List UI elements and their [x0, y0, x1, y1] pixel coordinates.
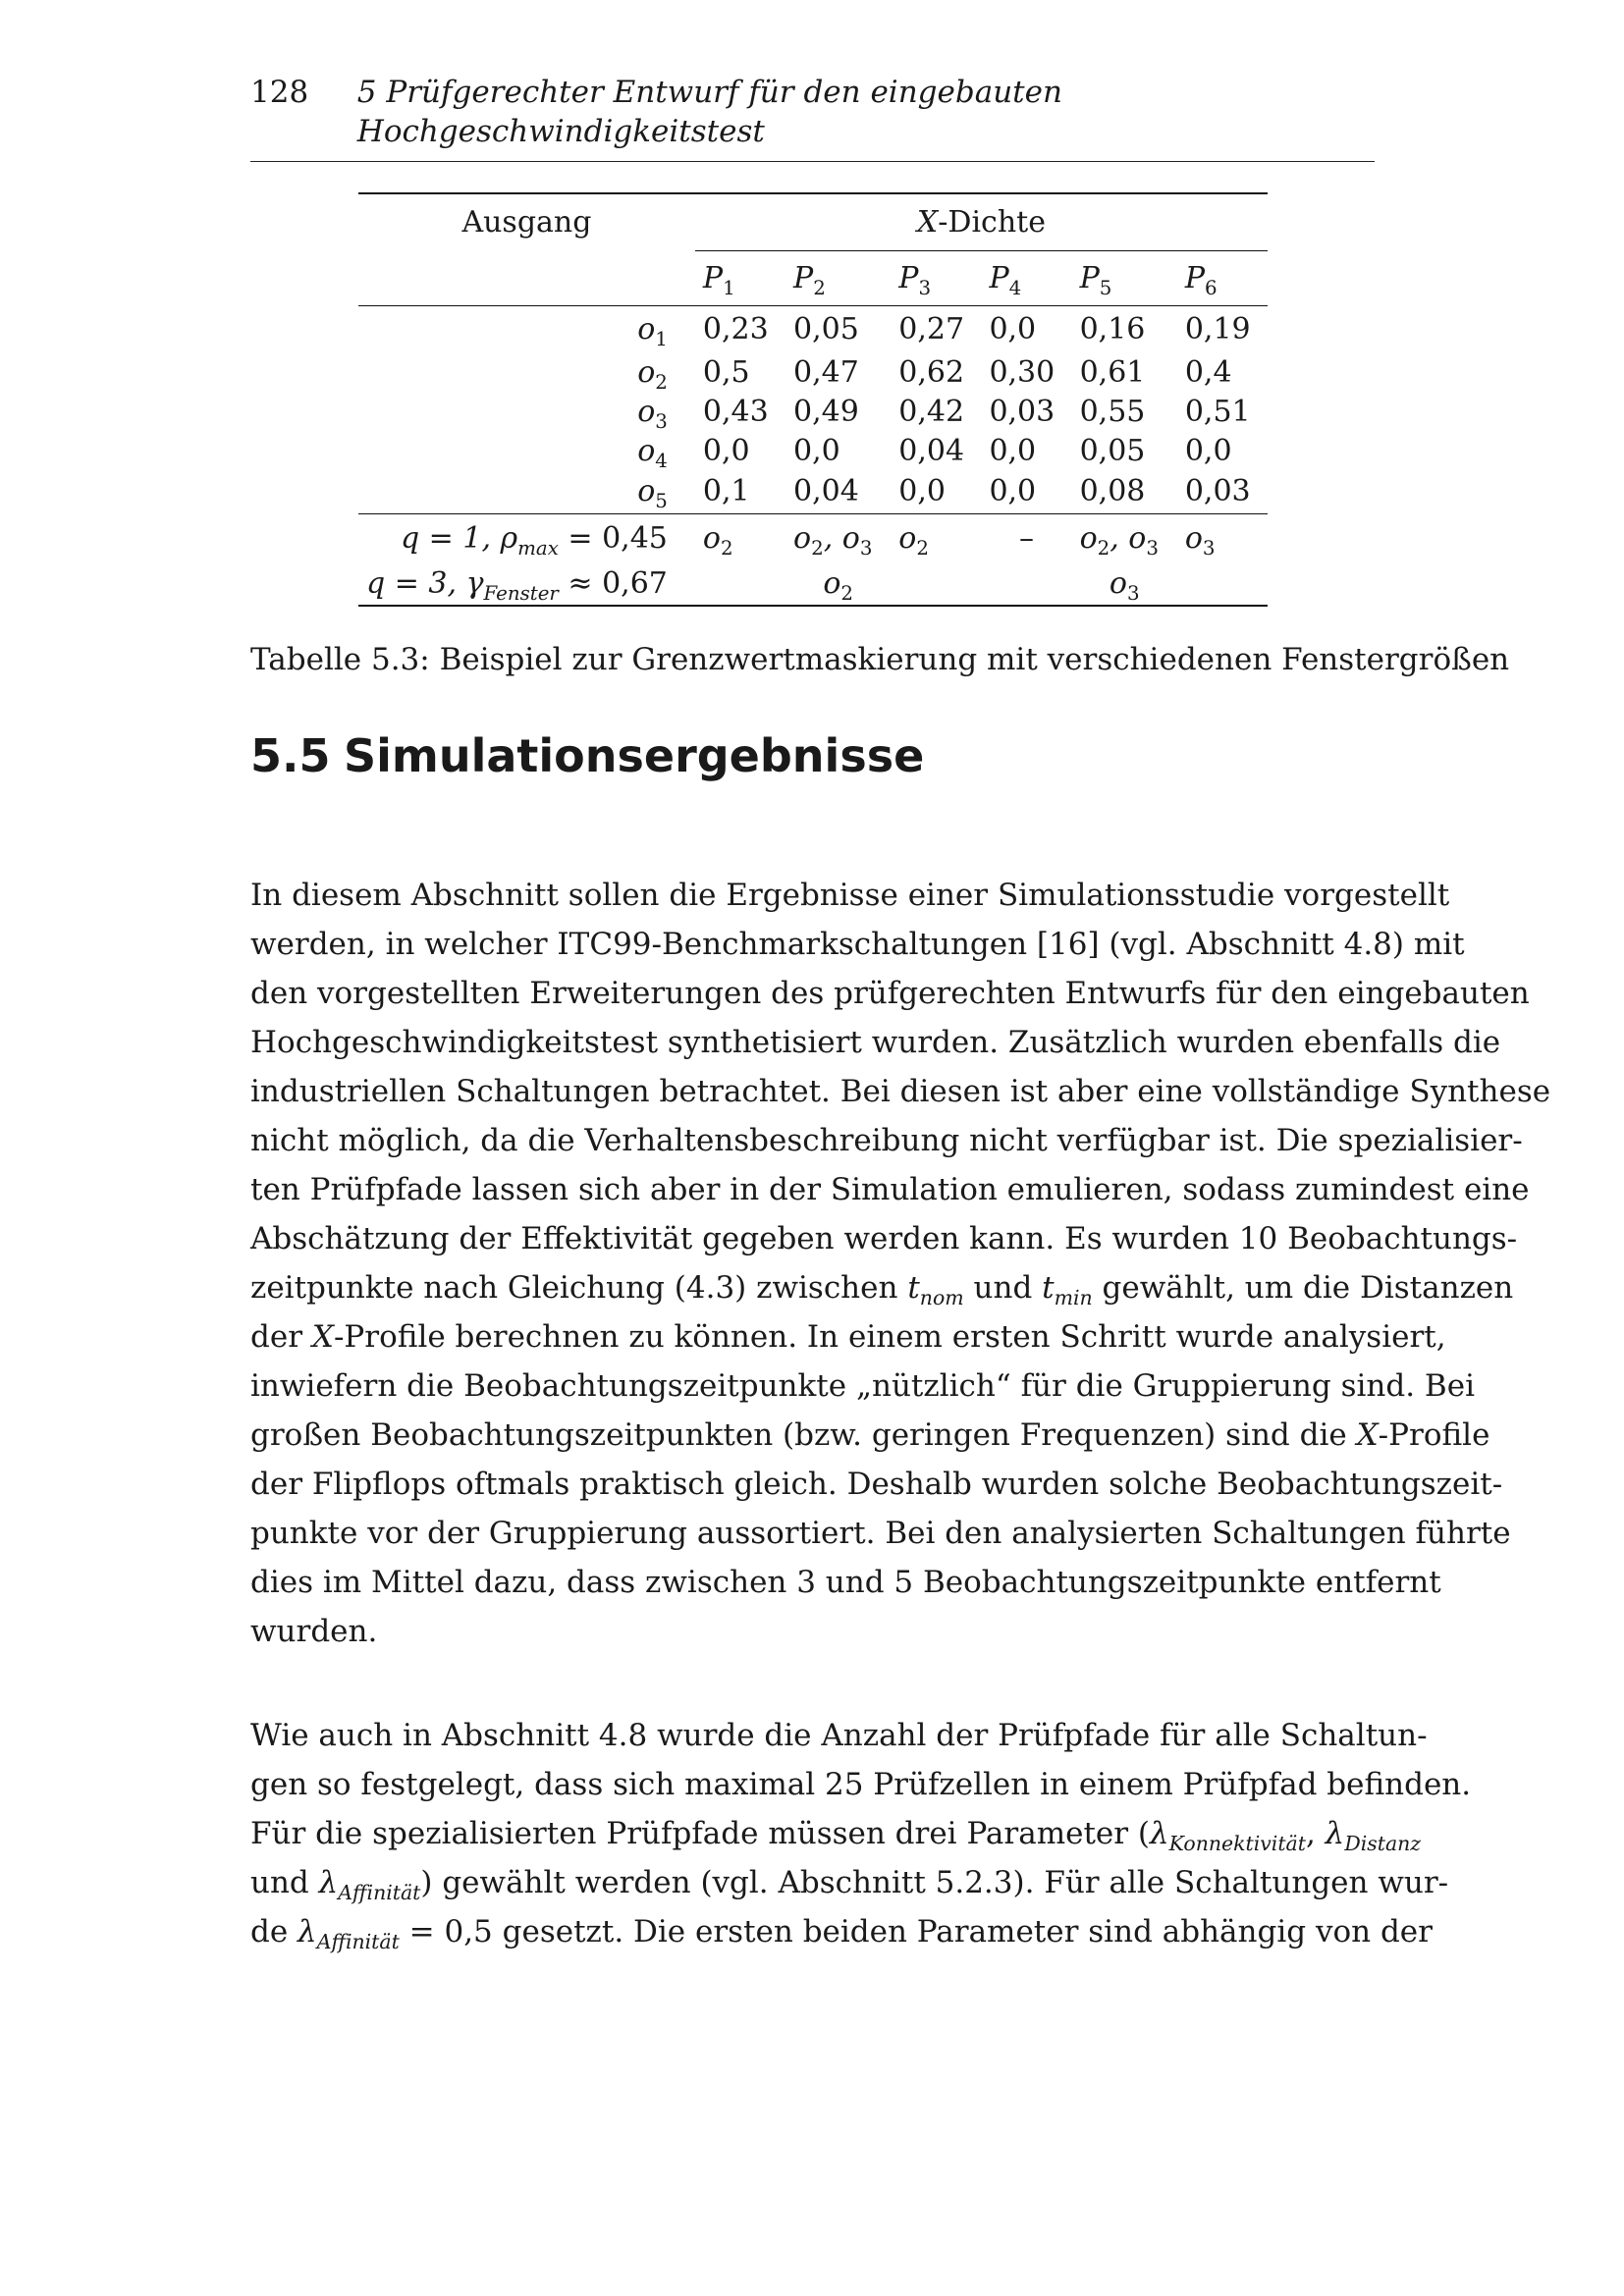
mask-cell: $o_2$ [891, 513, 981, 562]
table-caption: Tabelle 5.3: Beispiel zur Grenzwertmaskierung mit verschiedenen Fenstergrößen [250, 642, 1510, 677]
table-cell: 0,0 [793, 433, 840, 468]
page-number: 128 [250, 75, 309, 110]
table-cell: 0,05 [1079, 433, 1146, 468]
table-cell: 0,0 [981, 305, 1071, 352]
table-cell: 0,19 [1177, 305, 1268, 352]
mask-row-label: q = 3, $\gamma_{Fenster} \approx 0,67$ [358, 562, 695, 606]
table-cell: 0,23 [695, 305, 785, 352]
table-cell: 0,08 [1079, 474, 1146, 509]
section-title: Simulationsergebnisse [344, 729, 925, 782]
table-cell: 0,4 [1184, 354, 1232, 390]
table-cell: 0,55 [1079, 394, 1146, 429]
mask-cell: – [981, 513, 1071, 562]
mask-cell: $o_2$ [695, 513, 785, 562]
table-cell: 0,61 [1079, 354, 1146, 390]
table-cell: 0,03 [989, 394, 1056, 429]
row-label: $o_5$ [637, 474, 668, 513]
pattern-header: $P_6$ [1177, 250, 1268, 305]
pattern-header: $P_2$ [785, 250, 891, 305]
section-heading [250, 726, 924, 785]
section-number: 5.5 [250, 729, 331, 782]
pattern-header: $P_4$ [981, 250, 1071, 305]
table-cell: 0,0 [989, 474, 1037, 509]
table-cell: 0,0 [898, 474, 947, 509]
table-cell: 0,0 [989, 433, 1037, 468]
table-cell: 0,51 [1184, 394, 1251, 429]
row-label: $o_3$ [637, 394, 668, 433]
table-cell: 0,43 [702, 394, 769, 429]
running-title: 5 Prüfgerechter Entwurf für den eingebauten Hochgeschwindigkeitstest [356, 75, 1062, 149]
table-cell: 0,1 [702, 474, 750, 509]
table-cell: 0,42 [898, 394, 965, 429]
mask-cell: $o_2$, $o_3$ [1072, 513, 1177, 562]
col-header-output: Ausgang [461, 205, 592, 240]
x-density-table [358, 192, 1268, 607]
mask-cell: $o_2$ [695, 562, 982, 606]
mask-row-label: q = 1, $\rho_{max} = 0,45$ [358, 513, 695, 562]
paragraph: Wie auch in Abschnitt 4.8 wurde die Anzahl der Prüfpfade für alle Schaltun- gen so festgelegt, dass sich maximal 25 Prüfzellen in einem Prüfpfad befinden. Für die spezialisierten Prüfpfade müssen drei Parameter ($\lambda_{Konnektivität}$, $\lambda_{Distanz}$ und $\lambda_{Affinität}$) gewählt werden (vgl. Abschnitt 5.2.3). Für alle Schaltungen wur- de $\lambda_{Affinität} = 0,5$ gesetzt. Die ersten beiden Parameter sind abhängig von der [250, 1718, 1472, 1954]
table-cell: 0,62 [898, 354, 965, 390]
row-label: $o_2$ [637, 354, 668, 394]
table-cell: 0,47 [793, 354, 859, 390]
table-cell: 0,0 [1184, 433, 1232, 468]
row-label: $o_4$ [637, 433, 668, 472]
mask-cell: $o_2$, $o_3$ [785, 513, 891, 562]
col-header-x-density: X-Dichte [916, 204, 1046, 240]
table-cell: 0,5 [702, 354, 750, 390]
row-label: $o_1$ [358, 305, 695, 352]
pattern-header: $P_1$ [695, 250, 785, 305]
running-header [250, 73, 1375, 162]
table-cell: 0,30 [989, 354, 1056, 390]
table-cell: 0,27 [891, 305, 981, 352]
table-cell: 0,04 [793, 474, 859, 509]
table-cell: 0,49 [793, 394, 859, 429]
table-cell: 0,04 [898, 433, 965, 468]
pattern-header: $P_3$ [891, 250, 981, 305]
pattern-header: $P_5$ [1072, 250, 1177, 305]
table-cell: 0,05 [785, 305, 891, 352]
mask-cell: $o_3$ [1177, 513, 1268, 562]
paragraph: In diesem Abschnitt sollen die Ergebnisse einer Simulationsstudie vorgestellt werden, in welcher ITC99-Benchmarkschaltungen [16] (vgl. Abschnitt 4.8) mit den vorgestellten Erweiterungen des prüfgerechten Entwurfs für den eingebauten Hochgeschwindigkeitstest synthetisiert wurden. Zusätzlich wurden ebenfalls die industriellen Schaltungen betrachtet. Bei diesen ist aber eine vollständige Synthese nicht möglich, da die Verhaltensbeschreibung nicht verfügbar ist. Die spezialisier- ten Prüfpfade lassen sich aber in der Simulation emulieren, sodass zumindest eine Abschätzung der Effektivität gegeben werden kann. Es wurden 10 Beobachtungs- zeitpunkte nach Gleichung (4.3) zwischen $t_{nom}$ und $t_{min}$ gewählt, um die Distanzen der X-Profile berechnen zu können. In einem ersten Schritt wurde analysiert, inwiefern die Beobachtungszeitpunkte „nützlich“ für die Gruppierung sind. Bei großen Beobachtungszeitpunkten (bzw. geringen Frequenzen) sind die X-Profile der Flipflops oftmals praktisch gleich. Deshalb wurden solche Beobachtungszeit- punkte vor der Gruppierung aussortiert. Bei den analysierten Schaltungen führte dies im Mittel dazu, dass zwischen 3 und 5 Beobachtungszeitpunkte entfernt wurden. [250, 878, 1551, 1649]
table-cell: 0,03 [1184, 474, 1251, 509]
table-cell: 0,0 [702, 433, 750, 468]
table-cell: 0,16 [1072, 305, 1177, 352]
mask-cell: $o_3$ [981, 562, 1268, 606]
